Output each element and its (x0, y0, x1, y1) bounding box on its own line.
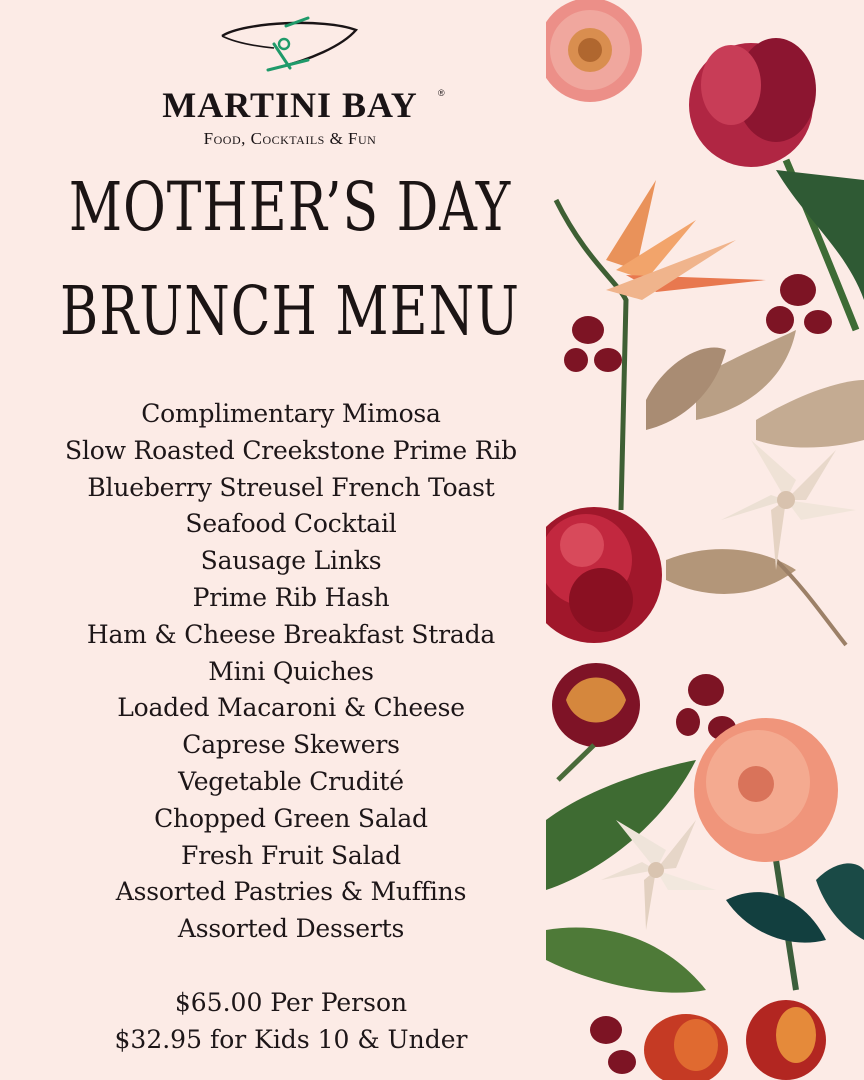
price-kids: $32.95 for Kids 10 & Under (114, 1025, 468, 1054)
menu-item: Fresh Fruit Salad (181, 840, 401, 870)
brand-tagline: Food, Cocktails & Fun (203, 129, 377, 148)
pink-daisy-icon (546, 0, 642, 102)
menu-item: Ham & Cheese Breakfast Strada (86, 619, 496, 649)
tulip-bud-icon (552, 663, 640, 780)
red-peony-icon (546, 507, 662, 643)
registered-mark: ® (438, 88, 445, 98)
green-leaves-icon (546, 760, 706, 993)
menu-item: Loaded Macaroni & Cheese (117, 693, 465, 723)
menu-item: Chopped Green Salad (154, 803, 428, 833)
teal-leaf-icon (726, 863, 864, 942)
menu-item: Vegetable Crudité (178, 766, 404, 796)
beige-leaves-icon (646, 330, 864, 645)
bird-of-paradise-icon (556, 180, 766, 510)
menu-item: Prime Rib Hash (192, 582, 390, 612)
peach-poppy-icon (694, 718, 838, 990)
menu-item: Sausage Links (200, 546, 382, 576)
brand-name: MARTINI BAY (162, 85, 418, 125)
red-tulip-icon (689, 38, 864, 330)
menu-item: Complimentary Mimosa (141, 399, 441, 428)
menu-item: Seafood Cocktail (185, 509, 397, 539)
martini-glass-logo-icon (214, 16, 364, 80)
menu-item: Assorted Pastries & Muffins (115, 877, 467, 907)
floral-decoration (546, 0, 864, 1080)
menu-item: Blueberry Streusel French Toast (87, 472, 495, 502)
title-line-2: BRUNCH MENU (60, 273, 520, 351)
title-line-1: MOTHER’S DAY (68, 169, 512, 247)
menu-item: Caprese Skewers (182, 730, 400, 760)
bottom-tulips-icon (644, 1000, 826, 1080)
menu-item: Assorted Desserts (177, 914, 405, 944)
brand-logo (130, 10, 450, 148)
menu-item: Mini Quiches (208, 656, 374, 686)
menu-item: Slow Roasted Creekstone Prime Rib (65, 435, 517, 465)
menu-list (0, 396, 582, 948)
price-adult: $65.00 Per Person (174, 988, 408, 1017)
